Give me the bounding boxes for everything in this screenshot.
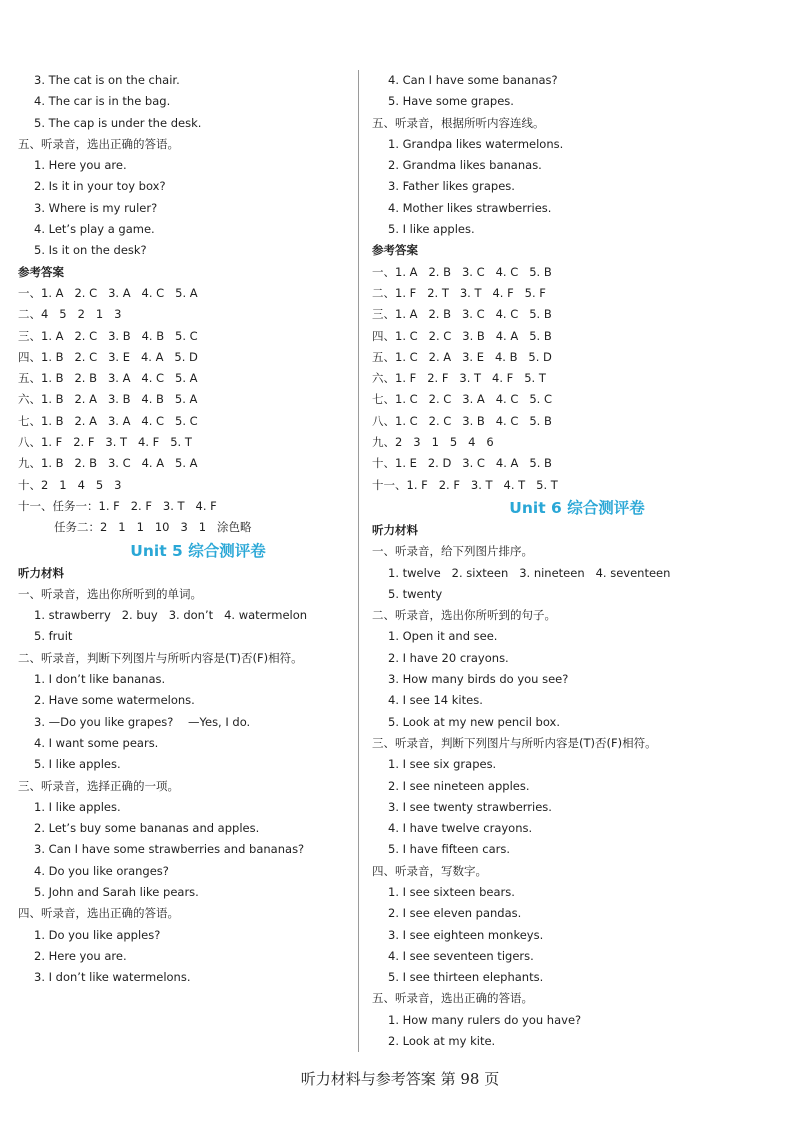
- section-heading: 二、听录音，选出你所听到的句子。: [372, 608, 556, 623]
- listening-item: 1. I like apples.: [34, 799, 121, 814]
- listening-item: 1. I see six grapes.: [388, 757, 497, 772]
- listening-item: 2. I see nineteen apples.: [388, 778, 530, 793]
- answer-row: 二、1. F 2. T 3. T 4. F 5. F: [372, 285, 546, 300]
- right-column: [372, 70, 782, 1052]
- answer-row: 五、1. B 2. B 3. A 4. C 5. A: [18, 371, 198, 386]
- answer-row: 七、1. B 2. A 3. A 4. C 5. C: [18, 413, 198, 428]
- listening-item: 3. I see twenty strawberries.: [388, 799, 552, 814]
- listening-item: 1. strawberry 2. buy 3. don’t 4. watermelon: [34, 608, 308, 623]
- section-heading: 四、听录音，写数字。: [372, 863, 487, 878]
- listening-item: 3. The cat is on the chair.: [34, 73, 180, 87]
- subsection-title: 听力材料: [372, 522, 418, 537]
- page-footer: 听力材料与参考答案 第 98 页: [300, 1070, 500, 1088]
- listening-item: 4. Do you like oranges?: [34, 863, 169, 878]
- section-heading: 二、听录音，判断下列图片与所听内容是(T)否(F)相符。: [18, 650, 303, 665]
- section-heading: 三、听录音，判断下列图片与所听内容是(T)否(F)相符。: [372, 735, 657, 750]
- subsection-title: 参考答案: [372, 243, 418, 258]
- subsection-title: 参考答案: [18, 264, 64, 279]
- answer-row: 任务二：2 1 1 10 3 1 涂色略: [54, 520, 252, 535]
- answer-row: 二、4 5 2 1 3: [18, 307, 122, 322]
- unit-title: Unit 6 综合测评卷: [509, 498, 645, 517]
- listening-item: 2. Grandma likes bananas.: [388, 158, 542, 173]
- listening-item: 1. twelve 2. sixteen 3. nineteen 4. seventeen: [388, 565, 671, 580]
- listening-item: 3. —Do you like grapes? —Yes, I do.: [34, 714, 251, 729]
- listening-item: 3. I see eighteen monkeys.: [388, 927, 544, 942]
- section-heading: 一、听录音，选出你所听到的单词。: [18, 586, 202, 601]
- section-heading: 五、听录音，根据所听内容连线。: [372, 115, 545, 130]
- answer-row: 十、1. E 2. D 3. C 4. A 5. B: [372, 456, 552, 471]
- listening-item: 1. I see sixteen bears.: [388, 884, 515, 899]
- listening-item: 3. How many birds do you see?: [388, 672, 569, 687]
- listening-item: 5. The cap is under the desk.: [34, 115, 202, 130]
- section-heading: 四、听录音，选出正确的答语。: [18, 906, 179, 921]
- listening-item: 2. I see eleven pandas.: [388, 906, 522, 921]
- listening-item: 5. Have some grapes.: [388, 94, 514, 109]
- listening-item: 5. John and Sarah like pears.: [34, 884, 199, 899]
- column-divider: [358, 70, 359, 1052]
- listening-item: 1. Open it and see.: [388, 629, 498, 644]
- answer-row: 四、1. B 2. C 3. E 4. A 5. D: [18, 349, 198, 364]
- answer-row: 十一、1. F 2. F 3. T 4. T 5. T: [372, 477, 558, 492]
- section-heading: 五、听录音，选出正确的答语。: [372, 991, 533, 1006]
- listening-item: 2. Here you are.: [34, 948, 127, 963]
- answer-row: 九、2 3 1 5 4 6: [372, 435, 494, 450]
- listening-item: 1. Here you are.: [34, 158, 127, 173]
- answer-row: 八、1. C 2. C 3. B 4. C 5. B: [372, 413, 552, 428]
- listening-item: 5. I like apples.: [388, 222, 475, 237]
- listening-item: 2. I have 20 crayons.: [388, 650, 509, 665]
- section-heading: 三、听录音，选择正确的一项。: [18, 778, 179, 793]
- answer-row: 三、1. A 2. B 3. C 4. C 5. B: [372, 307, 552, 322]
- listening-item: 4. Mother likes strawberries.: [388, 200, 552, 215]
- listening-item: 1. I don’t like bananas.: [34, 672, 166, 687]
- listening-item: 5. Look at my new pencil box.: [388, 714, 560, 729]
- listening-item: 5. twenty: [388, 586, 443, 601]
- section-heading: 一、听录音，给下列图片排序。: [372, 544, 533, 559]
- listening-item: 5. Is it on the desk?: [34, 243, 147, 258]
- listening-item: 4. I see seventeen tigers.: [388, 948, 534, 963]
- listening-item: 4. The car is in the bag.: [34, 94, 171, 109]
- listening-item: 5. I have fifteen cars.: [388, 842, 510, 857]
- listening-item: 1. Grandpa likes watermelons.: [388, 136, 564, 151]
- answer-row: 六、1. F 2. F 3. T 4. F 5. T: [372, 371, 546, 386]
- answer-row: 六、1. B 2. A 3. B 4. B 5. A: [18, 392, 198, 407]
- listening-item: 1. Do you like apples?: [34, 927, 161, 942]
- answer-row: 四、1. C 2. C 3. B 4. A 5. B: [372, 328, 552, 343]
- listening-item: 5. I like apples.: [34, 757, 121, 772]
- subsection-title: 听力材料: [18, 565, 64, 580]
- listening-item: 2. Is it in your toy box?: [34, 179, 166, 194]
- listening-item: 2. Let’s buy some bananas and apples.: [34, 821, 260, 836]
- listening-item: 4. Can I have some bananas?: [388, 73, 558, 87]
- listening-item: 4. I have twelve crayons.: [388, 821, 533, 836]
- answer-row: 七、1. C 2. C 3. A 4. C 5. C: [372, 392, 552, 407]
- listening-item: 2. Have some watermelons.: [34, 693, 195, 708]
- answer-row: 十、2 1 4 5 3: [18, 477, 122, 492]
- answer-row: 一、1. A 2. B 3. C 4. C 5. B: [372, 264, 552, 279]
- listening-item: 5. I see thirteen elephants.: [388, 970, 544, 985]
- listening-item: 5. fruit: [34, 629, 73, 644]
- answer-row: 十一、任务一：1. F 2. F 3. T 4. F: [18, 498, 217, 513]
- listening-item: 4. I want some pears.: [34, 735, 159, 750]
- listening-item: 3. Father likes grapes.: [388, 179, 515, 194]
- listening-item: 3. Can I have some strawberries and bananas?: [34, 842, 305, 857]
- answer-row: 三、1. A 2. C 3. B 4. B 5. C: [18, 328, 198, 343]
- listening-item: 4. I see 14 kites.: [388, 693, 483, 708]
- answer-row: 八、1. F 2. F 3. T 4. F 5. T: [18, 435, 192, 450]
- answer-row: 一、1. A 2. C 3. A 4. C 5. A: [18, 285, 198, 300]
- listening-item: 3. I don’t like watermelons.: [34, 970, 191, 985]
- unit-title: Unit 5 综合测评卷: [130, 541, 266, 560]
- left-column: [18, 70, 348, 988]
- answer-row: 五、1. C 2. A 3. E 4. B 5. D: [372, 349, 552, 364]
- answer-row: 九、1. B 2. B 3. C 4. A 5. A: [18, 456, 198, 471]
- listening-item: 1. How many rulers do you have?: [388, 1012, 582, 1027]
- listening-item: 4. Let’s play a game.: [34, 222, 155, 237]
- listening-item: 3. Where is my ruler?: [34, 200, 158, 215]
- listening-item: 2. Look at my kite.: [388, 1034, 496, 1049]
- section-heading: 五、听录音，选出正确的答语。: [18, 136, 179, 151]
